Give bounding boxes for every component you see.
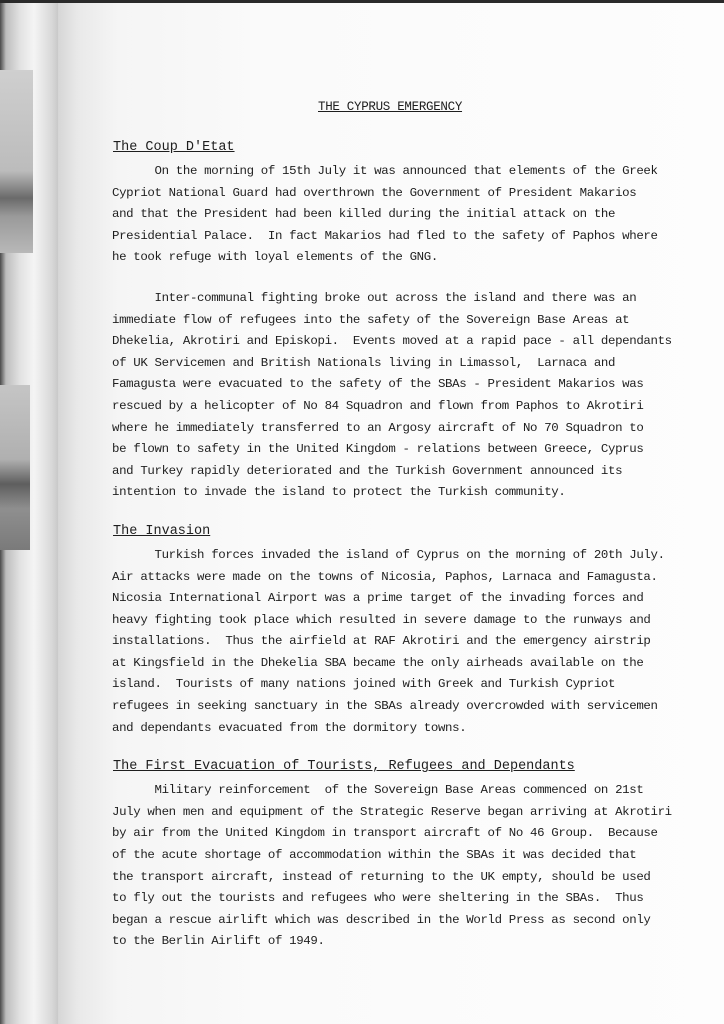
text-line: where he immediately transferred to an Argosy aircraft of No 70 Squadron to <box>112 420 644 435</box>
section-heading-coup: The Coup D'Etat <box>113 140 235 155</box>
text-line: Dhekelia, Akrotiri and Episkopi. Events moved at a rapid pace - all dependants <box>112 334 672 349</box>
paragraph <box>112 545 718 739</box>
text-line: to the Berlin Airlift of 1949. <box>112 934 325 949</box>
text-line: refugees in seeking sanctuary in the SBAs already overcrowded with servicemen <box>112 699 658 714</box>
paragraph <box>112 780 718 953</box>
text-line: Military reinforcement of the Sovereign Base Areas commenced on 21st <box>112 783 644 798</box>
text-line: island. Tourists of many nations joined with Greek and Turkish Cypriot <box>112 677 616 692</box>
text-line: at Kingsfield in the Dhekelia SBA became the only airheads available on the <box>112 655 644 670</box>
text-line: of UK Servicemen and British Nationals living in Limassol, Larnaca and <box>112 355 616 370</box>
section-heading-first-evacuation: The First Evacuation of Tourists, Refugees and Dependants <box>113 759 575 775</box>
paragraph <box>112 161 718 269</box>
text-line: the transport aircraft, instead of returning to the UK empty, should be used <box>112 869 651 884</box>
section-heading-invasion: The Invasion <box>113 523 211 539</box>
text-line: heavy fighting took place which resulted in severe damage to the runways and <box>112 612 651 627</box>
text-line: to fly out the tourists and refugees who were sheltering in the SBAs. Thus <box>112 891 644 906</box>
text-line: by air from the United Kingdom in transport aircraft of No 46 Group. Because <box>112 826 658 841</box>
text-line: Turkish forces invaded the island of Cyprus on the morning of 20th July. <box>112 547 665 562</box>
text-line: intention to invade the island to protect the Turkish community. <box>112 485 566 500</box>
facing-page-edge <box>0 0 58 1024</box>
text-line: Inter-communal fighting broke out across the island and there was an <box>112 290 637 305</box>
text-line: Nicosia International Airport was a prime target of the invading forces and <box>112 591 644 606</box>
text-line: of the acute shortage of accommodation within the SBAs it was decided that <box>112 848 637 863</box>
text-line: On the morning of 15th July it was announced that elements of the Greek <box>112 164 658 178</box>
document-title: THE CYPRUS EMERGENCY <box>318 100 463 114</box>
text-line: and dependants evacuated from the dormitory towns. <box>112 720 467 735</box>
text-line: be flown to safety in the United Kingdom - relations between Greece, Cyprus <box>112 442 644 457</box>
text-line: July when men and equipment of the Strategic Reserve began arriving at Akrotiri <box>112 804 672 819</box>
text-line: Presidential Palace. In fact Makarios had fled to the safety of Paphos where <box>112 228 658 243</box>
text-line: he took refuge with loyal elements of the GNG. <box>112 250 438 265</box>
document-body <box>112 98 718 953</box>
text-line: rescued by a helicopter of No 84 Squadron and flown from Paphos to Akrotiri <box>112 398 644 413</box>
text-line: installations. Thus the airfield at RAF Akrotiri and the emergency airstrip <box>112 634 651 649</box>
text-line: and Turkey rapidly deteriorated and the Turkish Government announced its <box>112 463 623 478</box>
text-line: and that the President had been killed during the initial attack on the <box>112 207 616 222</box>
text-line: Cypriot National Guard had overthrown the Government of President Makarios <box>112 185 637 200</box>
scan-top-edge <box>0 0 724 3</box>
facing-page-photo <box>0 70 33 253</box>
text-line: began a rescue airlift which was described in the World Press as second only <box>112 912 651 927</box>
text-line: Air attacks were made on the towns of Nicosia, Paphos, Larnaca and Famagusta. <box>112 569 658 584</box>
text-line: immediate flow of refugees into the safety of the Sovereign Base Areas at <box>112 312 630 327</box>
paragraph <box>112 288 718 504</box>
text-line: Famagusta were evacuated to the safety of the SBAs - President Makarios was <box>112 377 644 392</box>
facing-page-photo <box>0 385 30 550</box>
